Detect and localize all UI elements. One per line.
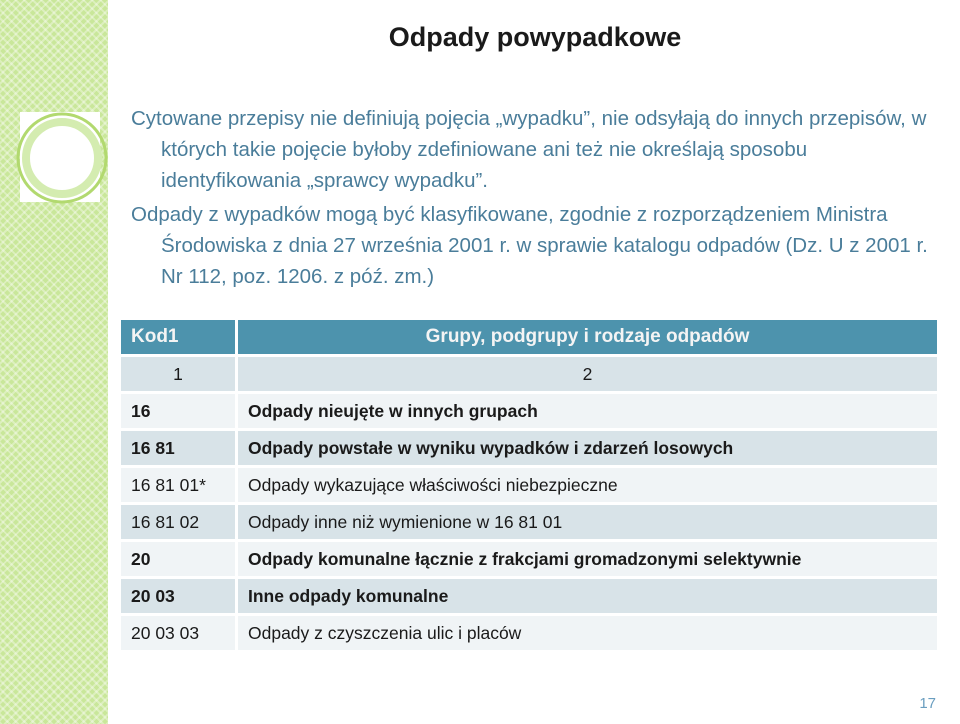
table-subheader-row — [120, 356, 939, 393]
waste-catalog-table — [118, 317, 940, 653]
table-row — [120, 615, 939, 652]
page-number: 17 — [919, 695, 936, 712]
row-description: Odpady inne niż wymienione w 16 81 01 — [237, 504, 939, 541]
subheader-col-2: 2 — [237, 356, 939, 393]
table-row — [120, 430, 939, 467]
row-code: 20 03 03 — [120, 615, 237, 652]
row-code: 16 81 01* — [120, 467, 237, 504]
table-row — [120, 393, 939, 430]
table-row — [120, 467, 939, 504]
row-description: Odpady z czyszczenia ulic i placów — [237, 615, 939, 652]
paragraph-definitions: Cytowane przepisy nie definiują pojęcia „wypadku”, nie odsyłają do innych przepisów, w których takie pojęcie byłoby zdefiniowane ani też nie określają sposobu identyfikowania „sprawcy wypadku”. — [131, 107, 927, 192]
row-code: 20 — [120, 541, 237, 578]
row-code: 20 03 — [120, 578, 237, 615]
subheader-col-1: 1 — [120, 356, 237, 393]
table-row — [120, 578, 939, 615]
table-row — [120, 504, 939, 541]
header-description: Grupy, podgrupy i rodzaje odpadów — [237, 319, 939, 356]
table-header-row — [120, 319, 939, 356]
row-code: 16 81 — [120, 430, 237, 467]
row-description: Odpady nieujęte w innych grupach — [237, 393, 939, 430]
table-row — [120, 541, 939, 578]
row-description: Odpady komunalne łącznie z frakcjami gromadzonymi selektywnie — [237, 541, 939, 578]
row-description: Odpady powstałe w wyniku wypadków i zdarzeń losowych — [237, 430, 939, 467]
slide-title: Odpady powypadkowe — [388, 22, 682, 52]
header-code: Kod1 — [120, 319, 237, 356]
slide-body — [131, 103, 931, 295]
row-code: 16 81 02 — [120, 504, 237, 541]
row-description: Inne odpady komunalne — [237, 578, 939, 615]
row-code: 16 — [120, 393, 237, 430]
paragraph-classification: Odpady z wypadków mogą być klasyfikowane, zgodnie z rozporządzeniem Ministra Środowiska z dnia 27 września 2001 r. w sprawie katalogu odpadów (Dz. U z 2001 r. Nr 112, poz. 1206. z póź. zm.) — [131, 203, 928, 288]
row-description: Odpady wykazujące właściwości niebezpieczne — [237, 467, 939, 504]
